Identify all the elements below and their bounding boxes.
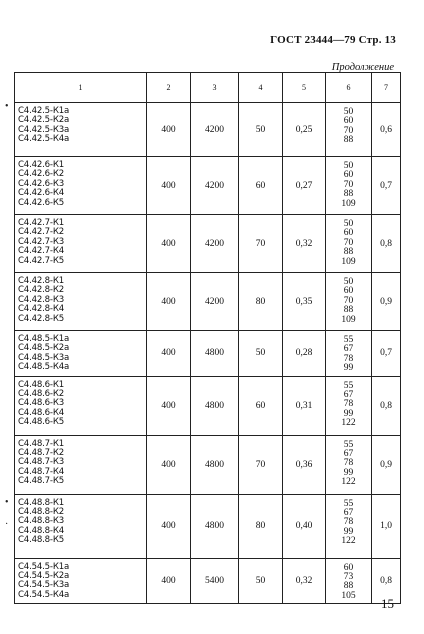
designation-cell xyxy=(15,494,147,558)
value-cell-c4: 80 xyxy=(239,273,283,331)
value-list-cell xyxy=(326,103,372,157)
designation-code: С4.48.6-К4 xyxy=(18,407,65,418)
list-value: 70 xyxy=(343,125,354,136)
table-row xyxy=(15,331,401,377)
list-value: 55 xyxy=(343,335,354,345)
value-cell-c2: 400 xyxy=(147,331,191,377)
value-cell-c4: 50 xyxy=(239,103,283,157)
designation-code: С4.42.7-К5 xyxy=(18,255,65,266)
designation-code: С4.42.6-К2 xyxy=(18,169,65,180)
value-cell-c5: 0,36 xyxy=(283,435,326,494)
list-value: 60 xyxy=(343,116,354,127)
value-cell-c7: 0,7 xyxy=(372,157,401,215)
table-row xyxy=(15,103,401,157)
designation-code: С4.48.6-К2 xyxy=(18,389,65,400)
column-number: 7 xyxy=(372,73,401,103)
designation-code: С4.48.8-К1 xyxy=(18,497,65,508)
value-cell-c5: 0,31 xyxy=(283,376,326,435)
designation-code: С4.42.6-К4 xyxy=(18,188,65,199)
value-cell-c5: 0,32 xyxy=(283,558,326,604)
list-value: 70 xyxy=(343,295,354,306)
list-value: 78 xyxy=(343,399,354,410)
designation-code: С4.54.5-К4а xyxy=(18,589,70,600)
table-row xyxy=(15,494,401,558)
value-cell-c4: 60 xyxy=(239,376,283,435)
list-value: 70 xyxy=(343,179,354,190)
value-cell-c2: 400 xyxy=(147,494,191,558)
column-number: 3 xyxy=(191,73,239,103)
value-cell-c3: 4200 xyxy=(191,103,239,157)
value-cell-c2: 400 xyxy=(147,435,191,494)
table-body xyxy=(15,73,401,604)
value-cell-c3: 4200 xyxy=(191,157,239,215)
designation-cell xyxy=(15,558,147,604)
value-cell-c7: 0,6 xyxy=(372,103,401,157)
designation-code: С4.42.6-К1 xyxy=(18,160,65,170)
designation-code: С4.48.7-К4 xyxy=(18,466,65,477)
list-value: 50 xyxy=(343,219,354,229)
page-number: 15 xyxy=(381,596,394,611)
designation-code: С4.42.7-К3 xyxy=(18,236,65,247)
margin-mark: • xyxy=(5,497,9,508)
designation-code: С4.48.5-К4а xyxy=(18,362,70,373)
designation-code: С4.42.8-К2 xyxy=(18,285,65,296)
value-cell-c7: 1,0 xyxy=(372,494,401,558)
designation-code: С4.48.7-К2 xyxy=(18,448,65,459)
value-list-cell xyxy=(326,435,372,494)
value-cell-c2: 400 xyxy=(147,103,191,157)
designation-code: С4.42.8-К5 xyxy=(18,313,65,324)
list-value: 122 xyxy=(341,477,356,488)
value-cell-c3: 4800 xyxy=(191,331,239,377)
designation-code: С4.42.7-К2 xyxy=(18,227,65,238)
designation-cell xyxy=(15,376,147,435)
list-value: 55 xyxy=(343,380,354,391)
designation-code: С4.42.5-К4а xyxy=(18,134,70,145)
list-value: 78 xyxy=(343,517,354,528)
list-value: 60 xyxy=(343,170,354,181)
designation-code: С4.48.5-К1а xyxy=(18,334,70,344)
designation-code: С4.48.7-К5 xyxy=(18,476,65,487)
list-value: 109 xyxy=(341,256,356,267)
list-value: 78 xyxy=(343,353,354,364)
list-value: 99 xyxy=(343,363,354,374)
value-list-cell xyxy=(326,273,372,331)
list-value: 67 xyxy=(343,344,354,355)
value-cell-c3: 4800 xyxy=(191,494,239,558)
designation-code: С4.48.5-К3а xyxy=(18,352,70,363)
list-value: 50 xyxy=(343,277,354,287)
column-number: 6 xyxy=(326,73,372,103)
table-row xyxy=(15,558,401,604)
value-list-cell xyxy=(326,331,372,377)
designation-code: С4.48.7-К3 xyxy=(18,457,65,468)
value-cell-c3: 4200 xyxy=(191,215,239,273)
continuation-label: Продолжение xyxy=(331,62,394,73)
designation-cell xyxy=(15,435,147,494)
value-cell-c3: 4200 xyxy=(191,273,239,331)
value-cell-c4: 80 xyxy=(239,494,283,558)
designation-cell xyxy=(15,331,147,377)
value-cell-c7: 0,8 xyxy=(372,376,401,435)
list-value: 88 xyxy=(343,581,354,592)
value-cell-c2: 400 xyxy=(147,376,191,435)
list-value: 88 xyxy=(343,305,354,316)
list-value: 67 xyxy=(343,449,354,460)
list-value: 88 xyxy=(343,247,354,258)
value-cell-c5: 0,40 xyxy=(283,494,326,558)
designation-code: С4.48.8-К5 xyxy=(18,535,65,546)
list-value: 109 xyxy=(341,314,356,325)
designation-code: С4.42.7-К4 xyxy=(18,246,65,257)
column-number: 4 xyxy=(239,73,283,103)
designation-cell xyxy=(15,273,147,331)
value-cell-c7: 0,9 xyxy=(372,273,401,331)
table-row xyxy=(15,157,401,215)
list-value: 88 xyxy=(343,189,354,200)
designation-code: С4.54.5-К3а xyxy=(18,580,70,591)
list-value: 60 xyxy=(343,562,354,573)
designation-cell xyxy=(15,215,147,273)
value-cell-c5: 0,35 xyxy=(283,273,326,331)
list-value: 99 xyxy=(343,526,354,537)
designation-code: С4.54.5-К2а xyxy=(18,571,70,582)
list-value: 122 xyxy=(341,536,356,547)
list-value: 109 xyxy=(341,198,356,209)
list-value: 70 xyxy=(343,237,354,248)
designation-code: С4.42.5-К3а xyxy=(18,124,70,135)
designation-code: С4.48.6-К5 xyxy=(18,417,65,428)
list-value: 55 xyxy=(343,439,354,450)
designation-code: С4.42.5-К1а xyxy=(18,106,70,116)
list-value: 122 xyxy=(341,418,356,429)
value-cell-c2: 400 xyxy=(147,157,191,215)
value-cell-c2: 400 xyxy=(147,215,191,273)
column-number: 5 xyxy=(283,73,326,103)
column-number: 2 xyxy=(147,73,191,103)
list-value: 99 xyxy=(343,467,354,478)
designation-code: С4.42.6-К3 xyxy=(18,178,65,189)
list-value: 50 xyxy=(343,107,354,117)
value-cell-c2: 400 xyxy=(147,273,191,331)
value-cell-c5: 0,32 xyxy=(283,215,326,273)
column-number-row xyxy=(15,73,401,103)
value-cell-c4: 50 xyxy=(239,558,283,604)
margin-mark: · xyxy=(5,519,9,530)
table-row xyxy=(15,273,401,331)
value-cell-c4: 70 xyxy=(239,215,283,273)
table-row xyxy=(15,215,401,273)
list-value: 78 xyxy=(343,458,354,469)
designation-cell xyxy=(15,103,147,157)
designation-code: С4.42.7-К1 xyxy=(18,218,65,228)
value-cell-c5: 0,28 xyxy=(283,331,326,377)
list-value: 60 xyxy=(343,286,354,297)
designation-code: С4.42.8-К4 xyxy=(18,304,65,315)
list-value: 55 xyxy=(343,498,354,509)
value-cell-c5: 0,25 xyxy=(283,103,326,157)
specification-table xyxy=(14,72,401,604)
value-list-cell xyxy=(326,157,372,215)
list-value: 60 xyxy=(343,228,354,239)
value-list-cell xyxy=(326,558,372,604)
value-cell-c2: 400 xyxy=(147,558,191,604)
list-value: 67 xyxy=(343,390,354,401)
designation-code: С4.48.8-К2 xyxy=(18,507,65,518)
designation-code: С4.42.6-К5 xyxy=(18,197,65,208)
list-value: 50 xyxy=(343,161,354,171)
designation-code: С4.54.5-К1а xyxy=(18,561,70,572)
designation-code: С4.48.7-К1 xyxy=(18,438,65,449)
designation-code: С4.48.5-К2а xyxy=(18,343,70,354)
value-cell-c7: 0,8 xyxy=(372,215,401,273)
designation-code: С4.48.6-К1 xyxy=(18,379,65,390)
designation-code: С4.42.8-К3 xyxy=(18,294,65,305)
designation-code: С4.42.5-К2а xyxy=(18,115,70,126)
designation-code: С4.48.6-К3 xyxy=(18,398,65,409)
designation-code: С4.48.8-К4 xyxy=(18,525,65,536)
value-cell-c7: 0,8 xyxy=(372,558,401,604)
value-cell-c3: 4800 xyxy=(191,435,239,494)
column-number: 1 xyxy=(15,73,147,103)
list-value: 67 xyxy=(343,508,354,519)
designation-code: С4.48.8-К3 xyxy=(18,516,65,527)
list-value: 73 xyxy=(343,572,354,583)
page-header: ГОСТ 23444—79 Стр. 13 xyxy=(270,34,396,46)
value-cell-c4: 50 xyxy=(239,331,283,377)
value-list-cell xyxy=(326,494,372,558)
table-row xyxy=(15,376,401,435)
list-value: 105 xyxy=(341,590,356,601)
designation-cell xyxy=(15,157,147,215)
value-cell-c4: 60 xyxy=(239,157,283,215)
value-list-cell xyxy=(326,215,372,273)
margin-mark: • xyxy=(5,101,9,112)
value-cell-c7: 0,9 xyxy=(372,435,401,494)
list-value: 99 xyxy=(343,408,354,419)
list-value: 88 xyxy=(343,135,354,146)
value-cell-c3: 4800 xyxy=(191,376,239,435)
designation-code: С4.42.8-К1 xyxy=(18,276,65,286)
value-list-cell xyxy=(326,376,372,435)
value-cell-c4: 70 xyxy=(239,435,283,494)
value-cell-c5: 0,27 xyxy=(283,157,326,215)
value-cell-c7: 0,7 xyxy=(372,331,401,377)
table-row xyxy=(15,435,401,494)
value-cell-c3: 5400 xyxy=(191,558,239,604)
